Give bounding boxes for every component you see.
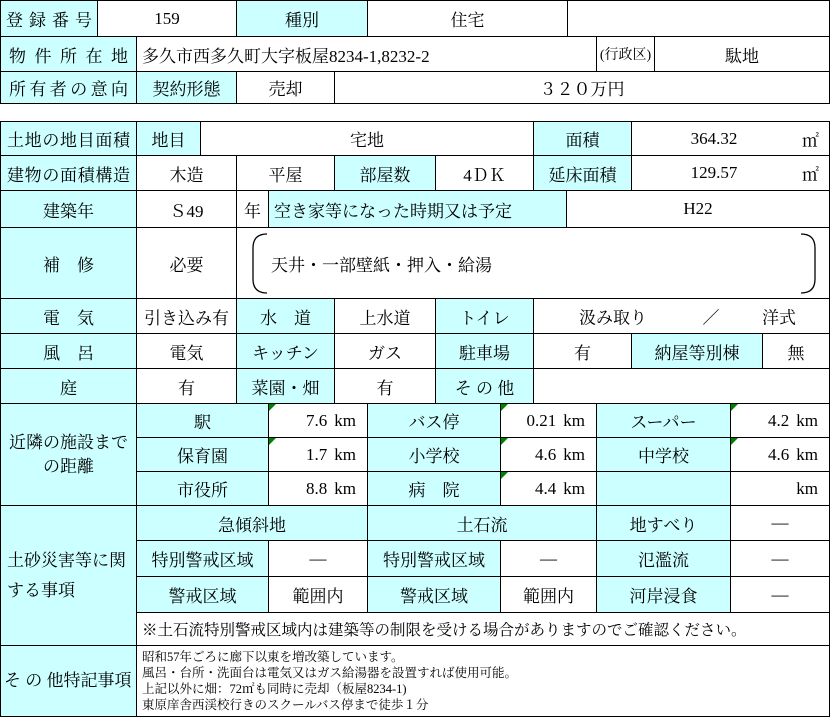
remarks-label-text: そ の 他特記事項 (4, 671, 132, 690)
garden-value: 有 (136, 368, 237, 404)
city-hall-label: 市役所 (136, 471, 269, 506)
junior-high-label: 中学校 (596, 437, 731, 472)
distance-unit: km (563, 410, 585, 430)
vacancy-label: 空き家等になった時期又は予定 (268, 190, 567, 228)
floor-area-value: 129.57 (690, 163, 738, 182)
floor-area-cell (631, 155, 830, 191)
remarks-line: 昭和57年ごろに廊下以東を増改築しています。 (142, 650, 404, 664)
elementary-school-label: 小学校 (367, 437, 501, 472)
land-label-text: 土地の地目面積 (7, 131, 130, 150)
nearby-label (0, 403, 137, 506)
station-distance-value: 7.6 (306, 410, 328, 430)
blank-facility-label (596, 471, 731, 506)
toilet-label: トイレ (435, 298, 534, 334)
remarks-line: 上記以外に畑：72㎡も同時に売却（板屋8234-1) (142, 682, 407, 696)
hospital-label: 病 院 (367, 471, 501, 506)
distance-unit: km (796, 478, 818, 498)
debris-flow-special-zone-label: 特別警戒区域 (367, 540, 501, 577)
bus-stop-label: バス停 (367, 403, 501, 438)
comment-marker-icon (501, 472, 508, 479)
floor-area-label: 延床面積 (533, 155, 632, 191)
rooms-value: 4ＤＫ (435, 155, 534, 191)
farm-value: 有 (334, 368, 436, 404)
bath-label: 風 呂 (0, 333, 137, 369)
outbuilding-label: 納屋等別棟 (631, 333, 763, 369)
location-label-text: 物件所在地 (9, 46, 128, 66)
left-bracket (253, 234, 267, 293)
water-value: 上水道 (334, 298, 436, 334)
construction-year-unit: 年 (236, 190, 269, 228)
registration-number-value: 159 (97, 0, 237, 37)
repair-details-cell (236, 227, 830, 299)
kitchen-label: キッチン (236, 333, 335, 369)
nearby-label-text: 近隣の施設までの距離 (9, 432, 128, 476)
district-value: 駄地 (654, 36, 830, 72)
remarks-label (0, 645, 137, 717)
bath-value: 電気 (136, 333, 237, 369)
repair-brackets (237, 228, 830, 299)
toilet-style-value: 洋式 (762, 308, 796, 328)
station-label: 駅 (136, 403, 269, 438)
hospital-distance-value: 4.4 (535, 478, 557, 498)
toilet-separator: ／ (702, 308, 720, 328)
owner-intent-label-text: 所有者の意向 (9, 80, 128, 99)
distance-unit: km (796, 410, 818, 430)
flood-flow-label: 氾濫流 (596, 540, 731, 577)
steep-slope-special-zone-label: 特別警戒区域 (136, 540, 269, 577)
elementary-school-distance-value: 4.6 (535, 444, 557, 464)
blank-cell (567, 0, 830, 37)
land-label (0, 121, 137, 156)
distance-unit: km (334, 410, 356, 430)
repair-details-value: 天井・一部壁紙・押入・給湯 (271, 255, 492, 275)
hospital-distance (500, 471, 597, 506)
land-category-label: 地目 (136, 121, 201, 156)
remarks-body (136, 645, 830, 717)
construction-year-value: Ｓ49 (136, 190, 237, 228)
steep-slope-zone-label: 警戒区域 (136, 576, 269, 613)
land-category-value: 宅地 (200, 121, 534, 156)
district-label: (行政区) (596, 36, 655, 72)
nursery-distance (268, 437, 368, 472)
junior-high-distance-value: 4.6 (768, 444, 790, 464)
supermarket-distance (730, 403, 830, 438)
bus-stop-distance (500, 403, 597, 438)
other-facility-value (533, 368, 830, 404)
rooms-label: 部屋数 (334, 155, 436, 191)
steep-slope-header: 急傾斜地 (136, 505, 368, 541)
distance-unit: km (563, 478, 585, 498)
disaster-label-text: 土砂災害等に関する事項 (7, 550, 126, 600)
comment-marker-icon (731, 404, 738, 411)
construction-year-label: 建築年 (0, 190, 137, 228)
repair-label: 補 修 (0, 227, 137, 299)
distance-unit: km (334, 444, 356, 464)
farm-label: 菜園・畑 (236, 368, 335, 404)
owner-intent-label (0, 71, 137, 104)
land-area-value: 364.32 (690, 128, 738, 148)
registration-number-label (0, 0, 98, 37)
location-label (0, 36, 137, 72)
remarks-line: 風呂・台所・洗面台は電気又はガス給湯器を設置すれば使用可能。 (142, 666, 518, 680)
building-structure-value: 木造 (136, 155, 237, 191)
vacancy-value: H22 (566, 190, 830, 228)
steep-slope-special-zone-value: ― (268, 540, 368, 577)
registration-number-label-text: 登録番号 (6, 11, 92, 30)
comment-marker-icon (501, 404, 508, 411)
electricity-value: 引き込み有 (136, 298, 237, 334)
landslide-label: 地すべり (596, 505, 731, 541)
comment-marker-icon (501, 438, 508, 445)
outbuilding-value: 無 (762, 333, 830, 369)
supermarket-label: スーパー (596, 403, 731, 438)
debris-flow-header: 土石流 (367, 505, 597, 541)
supermarket-distance-value: 4.2 (768, 410, 790, 430)
land-area-cell (631, 121, 830, 156)
bank-erosion-label: 河岸浸食 (596, 576, 731, 613)
debris-flow-zone-value: 範囲内 (500, 576, 597, 613)
city-hall-distance (268, 471, 368, 506)
building-label-text: 建物の面積構造 (7, 165, 130, 185)
contract-type-value: 売却 (236, 71, 335, 104)
nursery-distance-value: 1.7 (306, 444, 328, 464)
comment-marker-icon (731, 438, 738, 445)
contract-type-label: 契約形態 (136, 71, 237, 104)
garden-label: 庭 (0, 368, 137, 404)
comment-marker-icon (269, 438, 276, 445)
junior-high-distance (730, 437, 830, 472)
comment-marker-icon (269, 404, 276, 411)
flood-flow-value: ― (730, 540, 830, 577)
land-area-unit: ㎡ (802, 131, 819, 150)
city-hall-distance-value: 8.8 (306, 478, 328, 498)
station-distance (268, 403, 368, 438)
disaster-note: ※土石流特別警戒区域内は建築等の制限を受ける場合がありますのでご確認ください。 (136, 612, 830, 646)
kitchen-value: ガス (334, 333, 436, 369)
distance-unit: km (796, 444, 818, 464)
toilet-type-value: 汲み取り (579, 308, 647, 328)
nursery-label: 保育園 (136, 437, 269, 472)
blank-facility-distance (730, 471, 830, 506)
right-bracket (801, 234, 815, 293)
floor-area-unit: ㎡ (802, 165, 819, 185)
bus-stop-distance-value: 0.21 (526, 410, 557, 430)
distance-unit: km (334, 478, 356, 498)
electricity-label: 電 気 (0, 298, 137, 334)
landslide-value: ― (730, 505, 830, 541)
property-type-label: 種別 (236, 0, 368, 37)
address-value: 多久市西多久町大字板屋8234-1,8232-2 (136, 36, 597, 72)
water-label: 水 道 (236, 298, 335, 334)
elementary-school-distance (500, 437, 597, 472)
debris-flow-special-zone-value: ― (500, 540, 597, 577)
price-value: ３２０万円 (334, 71, 830, 104)
land-area-label: 面積 (533, 121, 632, 156)
repair-need-value: 必要 (136, 227, 237, 299)
steep-slope-zone-value: 範囲内 (268, 576, 368, 613)
other-facility-label: そ の 他 (435, 368, 534, 404)
property-type-value: 住宅 (367, 0, 568, 37)
remarks-line: 東原庠舎西渓校行きのスクールバス停まで徒歩１分 (142, 698, 429, 712)
disaster-label (0, 505, 137, 646)
building-stories-value: 平屋 (236, 155, 335, 191)
toilet-cell (533, 298, 830, 334)
bank-erosion-value: ― (730, 576, 830, 613)
parking-value: 有 (533, 333, 632, 369)
distance-unit: km (563, 444, 585, 464)
debris-flow-zone-label: 警戒区域 (367, 576, 501, 613)
building-label (0, 155, 137, 191)
parking-label: 駐車場 (435, 333, 534, 369)
